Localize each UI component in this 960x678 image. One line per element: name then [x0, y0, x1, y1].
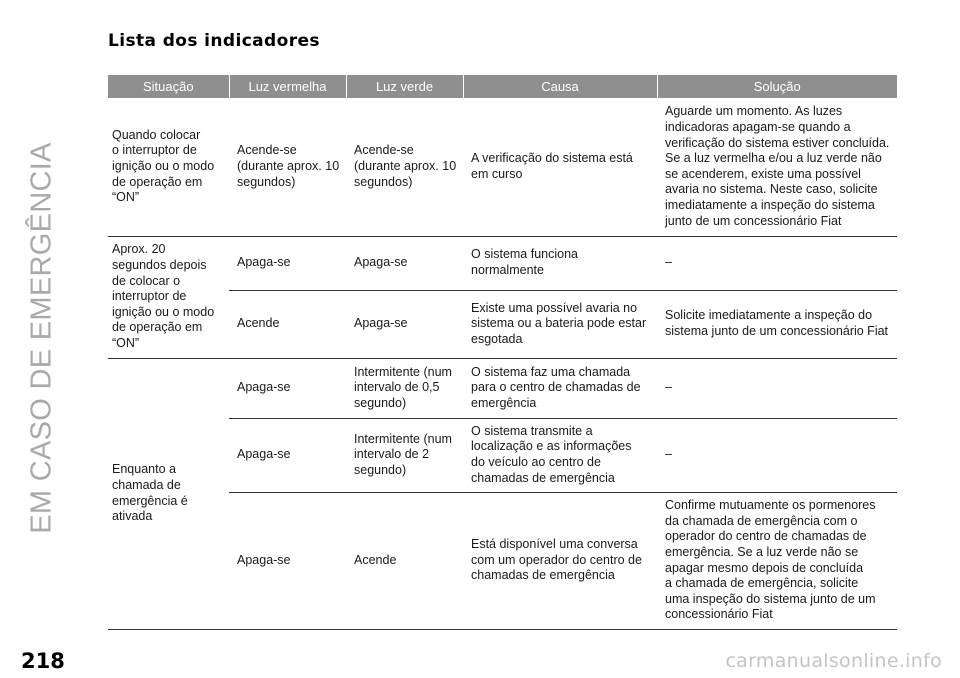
red-light-cell: Acende-se (durante aprox. 10 segundos) — [229, 98, 346, 236]
red-light-cell: Apaga-se — [229, 492, 346, 629]
cause-cell: Está disponível uma conversa com um operador do centro de chamadas de emergência — [463, 492, 657, 629]
header-green-light: Luz verde — [346, 75, 463, 98]
situation-cell: Aprox. 20 segundos depois de colocar o interruptor de ignição ou o modo de operação em “ON” — [108, 236, 229, 358]
cause-cell: O sistema funciona normalmente — [463, 236, 657, 290]
cause-cell: O sistema transmite a localização e as informações do veículo ao centro de chamadas de emergência — [463, 418, 657, 492]
header-solution: Solução — [657, 75, 897, 98]
green-light-cell: Intermitente (num intervalo de 2 segundo) — [346, 418, 463, 492]
red-light-cell: Apaga-se — [229, 358, 346, 418]
chapter-side-label: EM CASO DE EMERGÊNCIA — [25, 142, 58, 534]
indicator-table — [108, 75, 897, 630]
page-number: 218 — [21, 649, 65, 673]
solution-cell: Solicite imediatamente a inspeção do sistema junto de um concessionário Fiat — [657, 290, 897, 358]
red-light-cell: Apaga-se — [229, 418, 346, 492]
table-row — [108, 236, 897, 290]
table-row — [108, 98, 897, 236]
situation-cell: Quando colocar o interruptor de ignição ou o modo de operação em “ON” — [108, 98, 229, 236]
header-situation: Situação — [108, 75, 229, 98]
green-light-cell: Intermitente (num intervalo de 0,5 segundo) — [346, 358, 463, 418]
solution-cell: – — [657, 358, 897, 418]
watermark: carmanualsonline.info — [725, 650, 942, 672]
solution-cell: Aguarde um momento. As luzes indicadoras apagam-se quando a verificação do sistema estiver concluída. Se a luz vermelha e/ou a luz verde não se acenderem, existe uma possível avaria no sistema. Neste caso, solicite imediatamente a inspeção do sistema junto de um concessionário Fiat — [657, 98, 897, 236]
solution-cell: Confirme mutuamente os pormenores da chamada de emergência com o operador do centro de chamadas de emergência. Se a luz verde não se apagar mesmo depois de concluída a chamada de emergência, solicite uma inspeção do sistema junto de um concessionário Fiat — [657, 492, 897, 629]
green-light-cell: Apaga-se — [346, 290, 463, 358]
green-light-cell: Acende — [346, 492, 463, 629]
table-header-row — [108, 75, 897, 98]
red-light-cell: Acende — [229, 290, 346, 358]
cause-cell: O sistema faz uma chamada para o centro de chamadas de emergência — [463, 358, 657, 418]
cause-cell: A verificação do sistema está em curso — [463, 98, 657, 236]
cause-cell: Existe uma possível avaria no sistema ou a bateria pode estar esgotada — [463, 290, 657, 358]
green-light-cell: Acende-se (durante aprox. 10 segundos) — [346, 98, 463, 236]
red-light-cell: Apaga-se — [229, 236, 346, 290]
header-cause: Causa — [463, 75, 657, 98]
header-red-light: Luz vermelha — [229, 75, 346, 98]
green-light-cell: Apaga-se — [346, 236, 463, 290]
situation-cell: Enquanto a chamada de emergência é ativada — [108, 358, 229, 629]
page-title: Lista dos indicadores — [108, 31, 320, 51]
solution-cell: – — [657, 418, 897, 492]
table-row — [108, 358, 897, 418]
solution-cell: – — [657, 236, 897, 290]
